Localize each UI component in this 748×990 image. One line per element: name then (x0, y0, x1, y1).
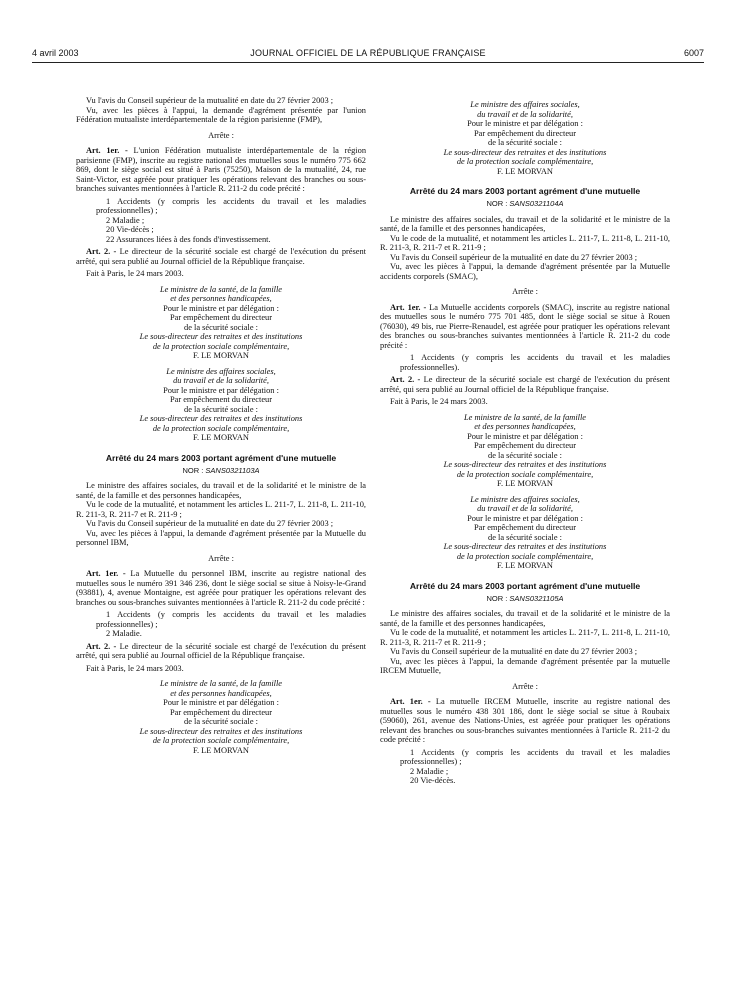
paragraph: Le ministre des affaires sociales, du travail et de la solidarité et le ministre de la santé, de la famille et des personnes handicapées, (380, 609, 670, 628)
signature-block: Le ministre des affaires sociales, du travail et de la solidarité, Pour le ministre et par délégation : Par empêchement du directeur de la sécurité sociale : Le sous-directeur des retraites et des institutions de la protection sociale complémentaire, F. LE MORVAN (443, 100, 607, 176)
arrete-heading: Arrête : (208, 130, 234, 140)
arrete-heading: Arrête : (512, 287, 538, 296)
article-label: Art. 1er. - (86, 146, 128, 155)
paragraph: Vu, avec les pièces à l'appui, la demande d'agrément présentée par l'union Fédération mutualiste interdépartementale de la région parisienne (FMP), (76, 105, 366, 124)
signature-place-date: Fait à Paris, le 24 mars 2003. (390, 397, 488, 406)
signature-place-date: Fait à Paris, le 24 mars 2003. (86, 663, 184, 673)
article-2: Art. 2. - Le directeur de la sécurité sociale est chargé de l'exécution du présent arrêté, qui sera publié au Journal officiel de la République française. (76, 641, 367, 660)
article-label: Art. 1er. - (86, 569, 126, 578)
signature-place-date: Fait à Paris, le 24 mars 2003. (86, 269, 184, 278)
list-item: 1 Accidents (y compris les accidents du travail et les maladies professionnelles). (400, 353, 670, 372)
header-page-number: 6007 (683, 48, 704, 58)
paragraph: Vu l'avis du Conseil supérieur de la mutualité en date du 27 février 2003 ; (86, 96, 334, 105)
article-label: Art. 1er. - (390, 697, 431, 706)
article-2: Art. 2. - Le directeur de la sécurité sociale est chargé de l'exécution du présent arrêté, qui sera publié au Journal officiel de la République française. (76, 247, 367, 266)
article-label: Art. 2. - (86, 641, 117, 651)
decree-title: Arrêté du 24 mars 2003 portant agrément d'une mutuelle (105, 452, 337, 463)
paragraph: Le ministre des affaires sociales, du travail et de la solidarité et le ministre de la santé, de la famille et des personnes handicapées, (76, 481, 366, 500)
paragraph: Vu l'avis du Conseil supérieur de la mutualité en date du 27 février 2003 ; (390, 252, 638, 262)
article-1: Art. 1er. - La Mutuelle accidents corporels (SMAC), inscrite au registre national des mutuelles sous le numéro 775 701 485, dont le siège social se situe à Rouen (76030), 49 bis, rue Pierre-Renaudel, est agréée pour pratiquer les opérations relevant des branches ou sous-branches suivantes mentionnées à l'article R. 211-2 du code précité : (380, 302, 671, 350)
arrete-heading: Arrête : (512, 681, 538, 691)
article-label: Art. 1er. - (390, 302, 427, 312)
list-item: 1 Accidents (y compris les accidents du travail et les maladies professionnelles) ; (96, 196, 366, 215)
paragraph: Vu l'avis du Conseil supérieur de la mutualité en date du 27 février 2003 ; (390, 647, 638, 656)
list-item: 1 Accidents (y compris les accidents du travail et les maladies professionnelles) ; (400, 747, 670, 766)
paragraph: Vu, avec les pièces à l'appui, la demande d'agrément présentée par la Mutuelle du personnel IBM, (76, 528, 366, 547)
article-label: Art. 2. - (86, 247, 117, 256)
paragraph: Vu l'avis du Conseil supérieur de la mutualité en date du 27 février 2003 ; (86, 519, 334, 528)
article-1: Art. 1er. - La Mutuelle du personnel IBM, inscrite au registre national des mutuelles sous le numéro 391 346 236, dont le siège social se situe à Noisy-le-Grand (93881), 4, avenue Montaigne, est agréée pour pratiquer les opérations relevant des branches ou sous-branches suivantes mentionnées à l'article R. 211-2 du code précité : (76, 569, 366, 607)
list-item: 2 Maladie ; (106, 215, 145, 225)
nor-reference: NOR : SANS0321105A (486, 593, 564, 603)
nor-reference: NOR : SANS0321104A (486, 199, 564, 208)
left-column (76, 96, 366, 755)
article-2: Art. 2. - Le directeur de la sécurité sociale est chargé de l'exécution du présent arrêté, qui sera publié au Journal officiel de la République française. (380, 375, 671, 394)
list-item: 20 Vie-décès ; (106, 225, 154, 234)
nor-reference: NOR : SANS0321103A (182, 465, 260, 475)
paragraph: Vu le code de la mutualité, et notamment les articles L. 211-7, L. 211-8, L. 211-10, R. 211-3, R. 211-7 et R. 211-9 ; (380, 233, 670, 252)
header-date: 4 avril 2003 (32, 48, 79, 58)
list-item: 1 Accidents (y compris les accidents du travail et les maladies professionnelles) ; (96, 610, 366, 629)
signature-block: Le ministre des affaires sociales, du travail et de la solidarité, Pour le ministre et par délégation : Par empêchement du directeur de la sécurité sociale : Le sous-directeur des retraites et des institutions de la protection sociale complémentaire, F. LE MORVAN (139, 366, 303, 442)
arrete-heading: Arrête : (208, 553, 234, 563)
decree-title: Arrêté du 24 mars 2003 portant agrément d'une mutuelle (409, 580, 641, 591)
paragraph: Vu le code de la mutualité, et notamment les articles L. 211-7, L. 211-8, L. 211-10, R. 211-3, R. 211-7 et R. 211-9 ; (380, 628, 670, 647)
page-header (32, 48, 704, 63)
right-column (380, 100, 670, 786)
header-journal-title: JOURNAL OFFICIEL DE LA RÉPUBLIQUE FRANÇAISE (250, 48, 486, 58)
list-item: 2 Maladie. (106, 629, 142, 638)
signature-block: Le ministre des affaires sociales, du travail et de la solidarité, Pour le ministre et par délégation : Par empêchement du directeur de la sécurité sociale : Le sous-directeur des retraites et des institutions de la protection sociale complémentaire, F. LE MORVAN (443, 494, 607, 570)
list-item: 22 Assurances liées à des fonds d'investissement. (106, 234, 271, 244)
decree-title: Arrêté du 24 mars 2003 portant agrément d'une mutuelle (409, 186, 641, 196)
article-1: Art. 1er. - La mutuelle IRCEM Mutuelle, inscrite au registre national des mutuelles sous le numéro 438 301 186, dont le siège social se situe à Roubaix (59060), 261, avenue des Nations-Unies, est agréée pour pratiquer les opérations relevant des branches ou sous-branches suivantes mentionnées à l'article R. 211-2 du code précité : (380, 697, 670, 744)
signature-block: Le ministre de la santé, de la famille et des personnes handicapées, Pour le ministre et par délégation : Par empêchement du directeur de la sécurité sociale : Le sous-directeur des retraites et des institutions de la protection sociale complémentaire, F. LE MORVAN (139, 284, 303, 360)
paragraph: Vu le code de la mutualité, et notamment les articles L. 211-7, L. 211-8, L. 211-10, R. 211-3, R. 211-7 et R. 211-9 ; (76, 500, 366, 519)
paragraph: Le ministre des affaires sociales, du travail et de la solidarité et le ministre de la santé, de la famille et des personnes handicapées, (380, 214, 670, 233)
signature-block: Le ministre de la santé, de la famille et des personnes handicapées, Pour le ministre et par délégation : Par empêchement du directeur de la sécurité sociale : Le sous-directeur des retraites et des institutions de la protection sociale complémentaire, F. LE MORVAN (139, 679, 303, 755)
list-item: 20 Vie-décès. (410, 776, 456, 785)
article-1: Art. 1er. - L'union Fédération mutualiste interdépartementale de la région parisienne (FMP), inscrite au registre national des mutuelles sous le numéro 775 662 869, dont le siège social est situé à Paris (75250), Maison de la mutualité, 24, rue Saint-Victor, est agréée pour pratiquer les opérations relevant des branches ou sous-branches suivantes mentionnées à l'article R. 211-2 du code précité : (76, 146, 367, 193)
article-label: Art. 2. - (390, 375, 421, 384)
list-item: 2 Maladie ; (410, 766, 449, 776)
paragraph: Vu, avec les pièces à l'appui, la demande d'agrément présentée par la Mutuelle accidents corporels (SMAC), (380, 262, 670, 281)
paragraph: Vu, avec les pièces à l'appui, la demande d'agrément présentée par la mutuelle IRCEM Mutuelle, (380, 656, 670, 675)
signature-block: Le ministre de la santé, de la famille et des personnes handicapées, Pour le ministre et par délégation : Par empêchement du directeur de la sécurité sociale : Le sous-directeur des retraites et des institutions de la protection sociale complémentaire, F. LE MORVAN (443, 412, 607, 488)
